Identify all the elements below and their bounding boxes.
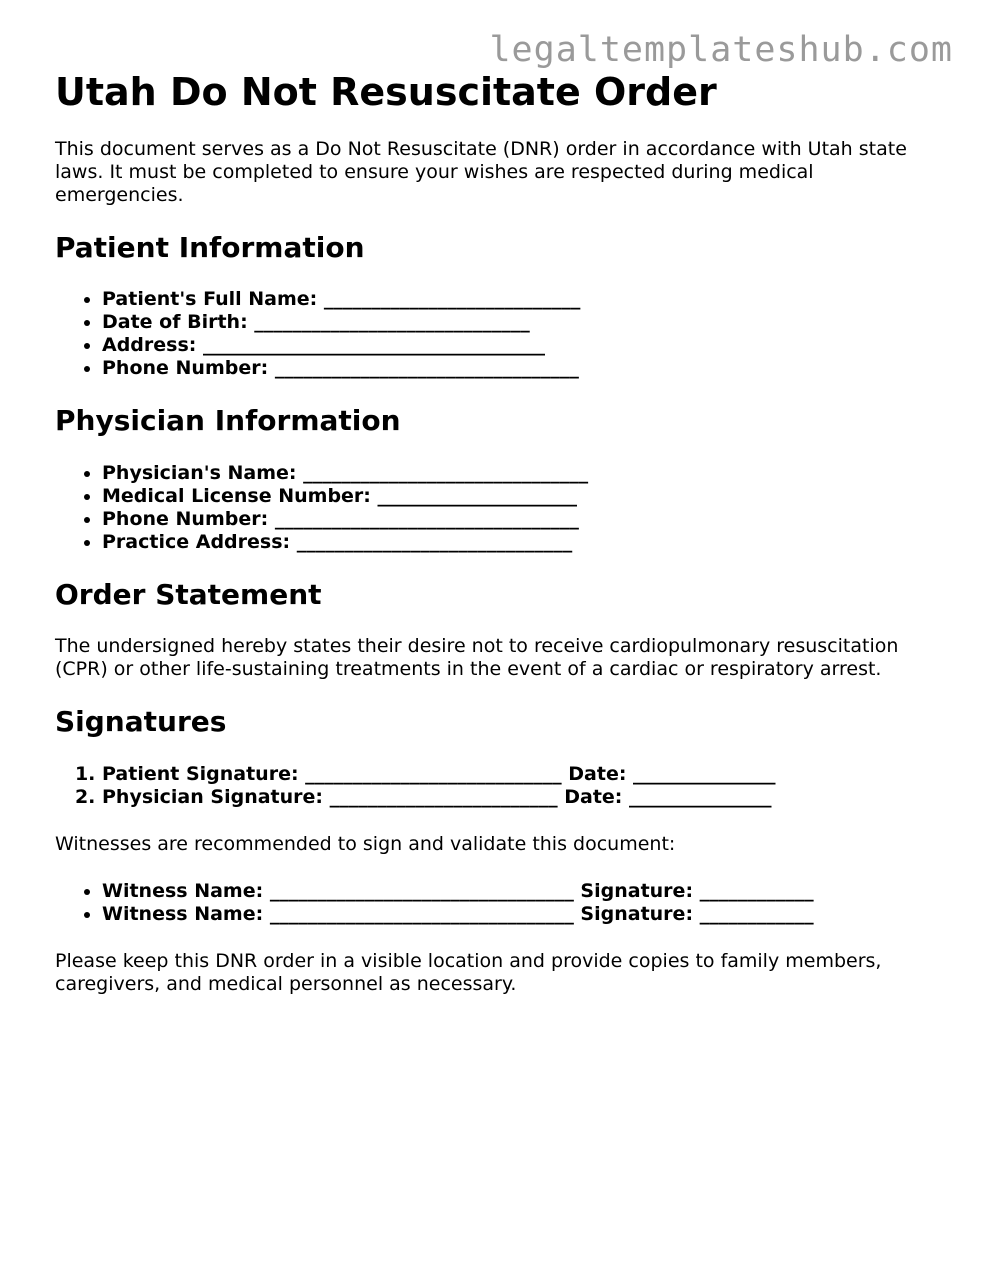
physician-name-field[interactable]: • Physician's Name: ______________________________	[102, 462, 935, 485]
patient-information-list	[55, 288, 935, 380]
physician-information-list	[55, 462, 935, 554]
physician-information-heading: Physician Information	[55, 404, 401, 438]
order-statement-heading: Order Statement	[55, 577, 322, 611]
practice-address-field[interactable]: • Practice Address: _____________________________	[102, 531, 935, 554]
closing-paragraph: Please keep this DNR order in a visible location and provide copies to family members, caregivers, and medical personnel as necessary.	[55, 949, 882, 995]
patient-date-of-birth-field[interactable]: • Date of Birth: _____________________________	[102, 311, 935, 334]
witness-list	[55, 880, 935, 926]
physician-signature-field[interactable]: 2. Physician Signature: ________________________ Date: _______________	[102, 786, 935, 809]
witness-1-field[interactable]: • Witness Name: ________________________________ Signature: ____________	[102, 880, 935, 903]
signatures-heading: Signatures	[55, 705, 227, 739]
signatures-list	[55, 763, 935, 809]
document-page	[55, 70, 935, 1020]
patient-information-heading: Patient Information	[55, 230, 365, 264]
order-statement-text: The undersigned hereby states their desire not to receive cardiopulmonary resuscitation (CPR) or other life-sustaining treatments in the event of a cardiac or respiratory arrest.	[55, 635, 899, 681]
intro-paragraph: This document serves as a Do Not Resuscitate (DNR) order in accordance with Utah state laws. It must be completed to ensure your wishes are respected during medical emergencies.	[55, 137, 907, 206]
witness-note: Witnesses are recommended to sign and validate this document:	[55, 832, 676, 855]
patient-address-field[interactable]: • Address: ____________________________________	[102, 334, 935, 357]
watermark: legaltemplateshub.com	[489, 30, 953, 70]
patient-full-name-field[interactable]: • Patient's Full Name: ___________________________	[102, 288, 935, 311]
patient-signature-field[interactable]: 1. Patient Signature: ___________________________ Date: _______________	[102, 763, 935, 786]
medical-license-number-field[interactable]: • Medical License Number: _____________________	[102, 485, 935, 508]
physician-phone-number-field[interactable]: • Phone Number: ________________________________	[102, 508, 935, 531]
witness-2-field[interactable]: • Witness Name: ________________________________ Signature: ____________	[102, 903, 935, 926]
document-title: Utah Do Not Resuscitate Order	[55, 70, 717, 114]
patient-phone-number-field[interactable]: • Phone Number: ________________________________	[102, 357, 935, 380]
